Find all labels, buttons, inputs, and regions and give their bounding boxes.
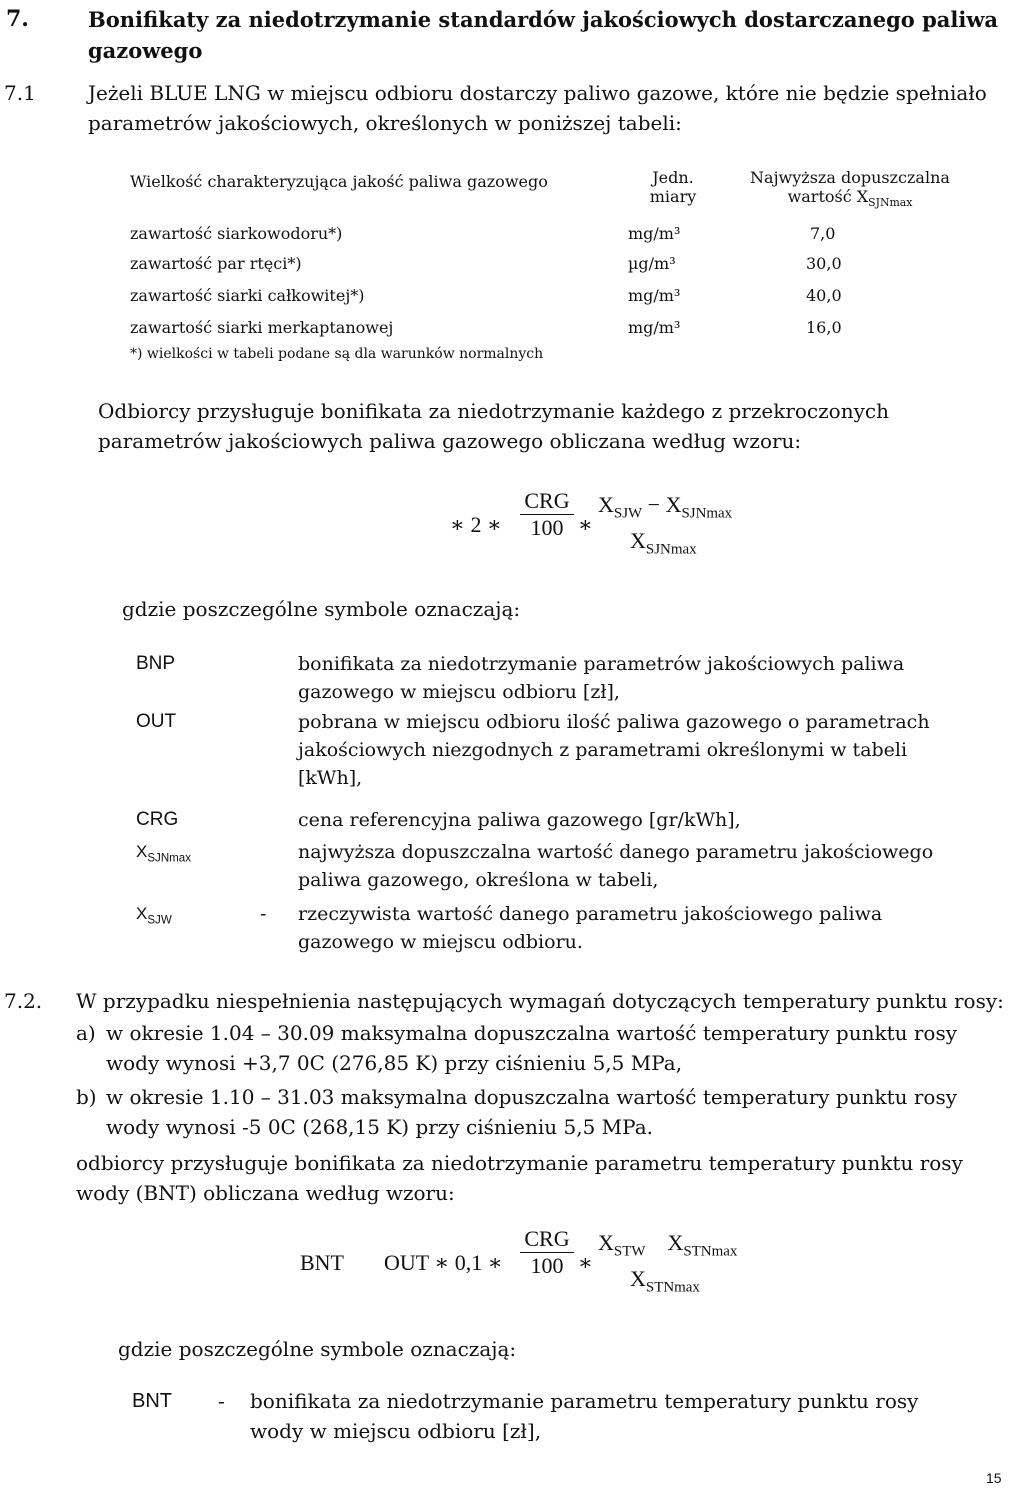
table-row-param: zawartość siarkowodoru*) [130, 224, 343, 243]
formula-numerator: CRG [520, 488, 574, 515]
list-item-a: w okresie 1.04 – 30.09 maksymalna dopuszczalna wartość temperatury punktu rosy wody wynosi +3,7 0C (276,85 K) przy ciśnieniu 5,5 MPa, [106, 1021, 958, 1075]
where-label: gdzie poszczególne symbole oznaczają: [118, 1337, 517, 1361]
table-header-max-label: wartość X [787, 187, 869, 206]
formula-x-sjw: X [598, 492, 614, 517]
definition-symbol: BNT [132, 1390, 172, 1412]
definition-text: pobrana w miejscu odbioru ilość paliwa gazowego o parametrach jakościowych niezgodnych z parametrami określonymi w tabeli [kWh], [298, 711, 930, 789]
definition-text: rzeczywista wartość danego parametru jakościowego paliwa gazowego w miejscu odbioru. [298, 903, 883, 953]
formula-mult: ∗ [578, 1250, 593, 1275]
section-title: Bonifikaty za niedotrzymanie standardów jakościowych dostarczanego paliwa gazowego [88, 7, 999, 63]
definition-symbol: BNP [136, 653, 176, 674]
definition-item [136, 650, 976, 706]
formula-denominator: 100 [530, 1253, 564, 1278]
table-row-unit: mg/m³ [628, 318, 681, 337]
subsection-number-7-1: 7.1 [4, 81, 36, 105]
formula-numerator: CRG [520, 1226, 574, 1253]
definition-symbol-x: X [136, 842, 148, 861]
section-number: 7. [6, 6, 29, 32]
formula-denominator-expr [630, 528, 697, 558]
definition-text: bonifikata za niedotrzymanie parametrów jakościowych paliwa gazowego w miejscu odbioru [zł], [298, 653, 905, 703]
definition-item [136, 900, 976, 956]
formula-bnt [300, 1226, 820, 1300]
table-row-value: 30,0 [806, 254, 842, 273]
bonus-description: Odbiorcy przysługuje bonifikata za niedotrzymanie każdego z przekroczonych parametrów jakościowych paliwa gazowego obliczana według wzoru: [98, 399, 889, 453]
formula-x-max: X [667, 1230, 684, 1255]
subsection-7-2-intro: W przypadku niespełnienia następujących wymagań dotyczących temperatury punktu rosy: [76, 989, 1004, 1013]
formula-den-x-sub: STNmax [645, 1279, 700, 1296]
formula-x-sjw-sub: SJW [613, 505, 643, 522]
formula-x-max-sub: SJNmax [681, 505, 733, 522]
table-row-value: 16,0 [806, 318, 842, 337]
formula-fraction [520, 1226, 574, 1279]
definition-item [136, 838, 976, 894]
subsection-number-7-2: 7.2. [4, 989, 43, 1013]
formula-prefix: ∗ 2 ∗ [450, 512, 502, 537]
table-header-max [730, 168, 970, 209]
table-row-unit: µg/m³ [628, 254, 676, 273]
table-header-max-line1: Najwyższa dopuszczalna [750, 168, 950, 187]
formula-numerator-expr [598, 492, 732, 522]
list-label-a: a) [76, 1021, 96, 1045]
definition-symbol-sub: SJW [147, 914, 172, 927]
table-row-param: zawartość siarki merkaptanowej [130, 318, 394, 337]
formula-minus: − [647, 492, 661, 517]
formula-fraction [520, 488, 574, 541]
formula-numerator-expr [598, 1230, 737, 1260]
definition-item [132, 1386, 992, 1446]
definition-dash: - [260, 903, 267, 925]
formula-denominator: 100 [530, 515, 564, 540]
subsection-7-2-after: odbiorcy przysługuje bonifikata za niedotrzymanie parametru temperatury punktu rosy wody (BNT) obliczana według wzoru: [76, 1151, 963, 1205]
definition-dash: - [218, 1389, 225, 1413]
formula-prefix: OUT ∗ 0,1 ∗ [384, 1250, 503, 1275]
table-header-param: Wielkość charakteryzująca jakość paliwa gazowego [130, 172, 548, 191]
formula-den-x-sub: SJNmax [645, 541, 697, 558]
definition-symbol-x: X [136, 904, 148, 923]
definition-symbol [136, 900, 172, 934]
formula-den-x: X [630, 528, 646, 553]
definition-symbol-sub: SJNmax [147, 852, 191, 865]
page-number: 15 [986, 1470, 1002, 1486]
formula-x-stw-sub: STW [613, 1243, 646, 1260]
definition-symbol: CRG [136, 809, 179, 830]
formula-x-max: X [665, 492, 682, 517]
table-row-unit: mg/m³ [628, 286, 681, 305]
table-header-unit-line2: miary [649, 187, 697, 206]
table-row-param: zawartość par rtęci*) [130, 254, 302, 273]
definition-item [136, 806, 976, 834]
table-row-value: 40,0 [806, 286, 842, 305]
table-header-max-sub: SJNmax [868, 196, 913, 210]
formula-x-stw: X [598, 1230, 614, 1255]
formula-den-x: X [630, 1266, 646, 1291]
definition-symbol: OUT [136, 711, 177, 732]
table-header-max-line2 [730, 187, 970, 209]
table-row-value: 7,0 [810, 224, 836, 243]
formula-x-max-sub: STNmax [683, 1243, 738, 1260]
definition-symbol [136, 838, 191, 872]
list-item-b: w okresie 1.10 – 31.03 maksymalna dopuszczalna wartość temperatury punktu rosy wody wynosi -5 0C (268,15 K) przy ciśnieniu 5,5 MPa. [106, 1085, 958, 1139]
table-header-unit-line1: Jedn. [652, 168, 694, 187]
table-row-unit: mg/m³ [628, 224, 681, 243]
definition-text: bonifikata za niedotrzymanie parametru temperatury punktu rosy wody w miejscu odbioru [zł], [250, 1389, 919, 1443]
list-label-b: b) [76, 1085, 97, 1109]
definition-text: najwyższa dopuszczalna wartość danego parametru jakościowego paliwa gazowego, określona w tabeli, [298, 841, 934, 891]
table-footnote: *) wielkości w tabeli podane są dla warunków normalnych [130, 346, 544, 362]
table-header-unit [638, 168, 708, 206]
where-label: gdzie poszczególne symbole oznaczają: [122, 597, 521, 621]
formula-denominator-expr [630, 1266, 700, 1296]
subsection-7-1-text: Jeżeli BLUE LNG w miejscu odbioru dostarczy paliwo gazowe, które nie będzie spełniało parametrów jakościowych, określonych w poniższej tabeli: [88, 81, 987, 135]
table-row-param: zawartość siarki całkowitej*) [130, 286, 365, 305]
definition-item [136, 708, 976, 792]
formula-lhs: BNT [300, 1250, 344, 1275]
formula-mult: ∗ [578, 512, 593, 537]
definition-text: cena referencyjna paliwa gazowego [gr/kWh], [298, 809, 741, 831]
